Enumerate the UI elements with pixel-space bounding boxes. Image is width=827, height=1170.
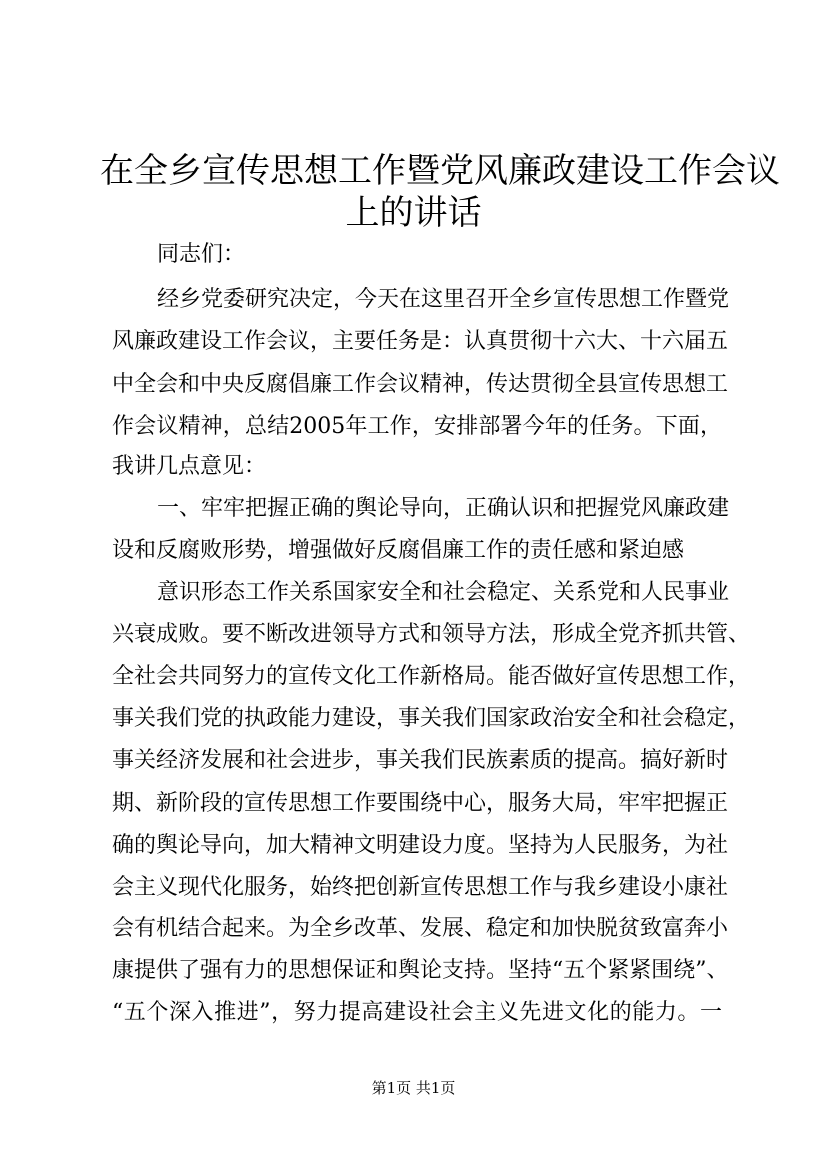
paragraph-line: “五个深入推进”，努力提高建设社会主义先进文化的能力。一 <box>112 1000 722 1025</box>
section-heading-line: 一、牢牢把握正确的舆论导向，正确认识和把握党风廉政建 <box>157 496 730 521</box>
paragraph-line: 我讲几点意见： <box>112 454 267 479</box>
section-heading-line: 设和反腐败形势，增强做好反腐倡廉工作的责任感和紧迫感 <box>112 538 685 563</box>
paragraph-line: 确的舆论导向，加大精神文明建设力度。坚持为人民服务，为社 <box>112 833 729 858</box>
paragraph-line: 康提供了强有力的思想保证和舆论支持。坚持“五个紧紧围绕”、 <box>112 958 729 983</box>
document-title-line-2: 上的讲话 <box>345 193 482 233</box>
paragraph-line: 意识形态工作关系国家安全和社会稳定、关系党和人民事业 <box>157 580 730 605</box>
paragraph-line: 期、新阶段的宣传思想工作要围绕中心，服务大局，牢牢把握正 <box>112 791 729 816</box>
paragraph-line: 事关我们党的执政能力建设，事关我们国家政治安全和社会稳定， <box>112 706 751 731</box>
paragraph-line: 会有机结合起来。为全乡改革、发展、稳定和加快脱贫致富奔小 <box>112 916 729 941</box>
paragraph-line: 作会议精神，总结2005年工作，安排部署今年的任务。下面， <box>112 414 722 439</box>
paragraph-line: 兴衰成败。要不断改进领导方式和领导方法，形成全党齐抓共管、 <box>112 622 751 647</box>
paragraph-line: 事关经济发展和社会进步，事关我们民族素质的提高。搞好新时 <box>112 748 729 773</box>
paragraph-line: 会主义现代化服务，始终把创新宣传思想工作与我乡建设小康社 <box>112 875 729 900</box>
page-footer: 第1页 共1页 <box>371 1079 456 1097</box>
paragraph-line: 中全会和中央反腐倡廉工作会议精神，传达贯彻全县宣传思想工 <box>112 372 729 397</box>
document-title-line-1: 在全乡宣传思想工作暨党风廉政建设工作会议 <box>100 151 780 191</box>
paragraph-line: 全社会共同努力的宣传文化工作新格局。能否做好宣传思想工作， <box>112 664 751 689</box>
salutation: 同志们： <box>157 242 246 267</box>
paragraph-line: 经乡党委研究决定，今天在这里召开全乡宣传思想工作暨党 <box>157 287 730 312</box>
paragraph-line: 风廉政建设工作会议，主要任务是：认真贯彻十六大、十六届五 <box>112 329 729 354</box>
